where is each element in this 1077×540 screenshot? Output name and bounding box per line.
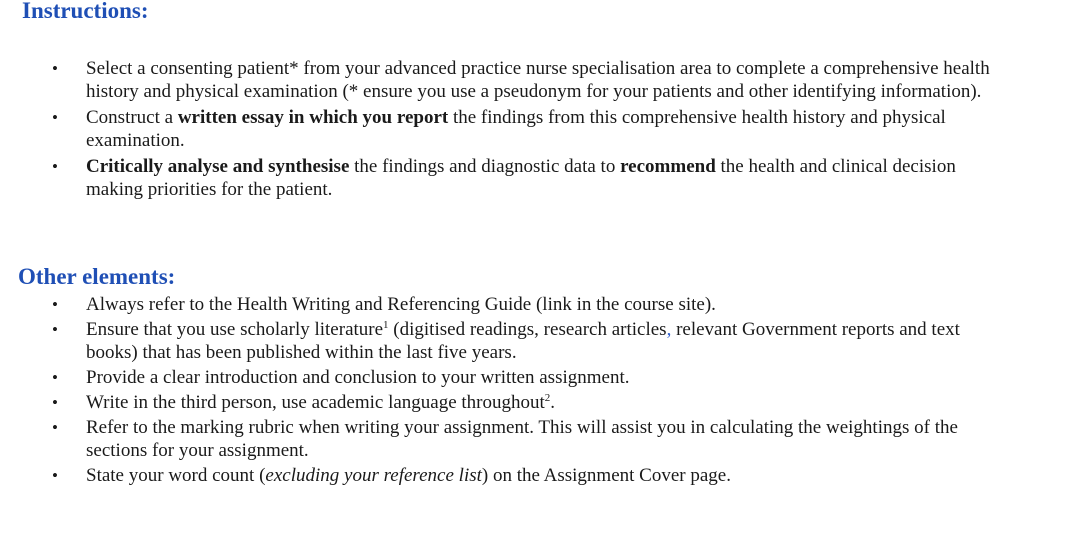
list-item-bold-text: Critically analyse and synthesise xyxy=(86,156,350,177)
bullet-icon: • xyxy=(52,295,58,314)
list-item-text: (digitised readings, research articles xyxy=(388,319,667,340)
list-item-text: Select a consenting patient* from your advanced practice nurse specialisation area to complete a comprehensive health history and physical examination (* ensure you use a pseudonym for your patients and other identifying information). xyxy=(86,58,990,102)
bullet-icon: • xyxy=(52,393,58,412)
list-item-text: ) on the Assignment Cover page. xyxy=(481,465,731,486)
bullet-icon: • xyxy=(52,108,58,127)
bullet-icon: • xyxy=(52,157,58,176)
instructions-heading: Instructions: xyxy=(22,0,149,23)
list-item xyxy=(52,391,1012,414)
list-item-bold-text: written essay in which you report xyxy=(177,107,449,128)
bullet-icon: • xyxy=(52,368,58,387)
other-elements-heading: Other elements: xyxy=(18,264,176,289)
list-item xyxy=(52,416,1012,462)
list-item-italic-text: excluding your reference list xyxy=(265,465,482,486)
list-item-bold-text: recommend xyxy=(620,156,716,177)
list-item-text: Always refer to the Health Writing and Referencing Guide (link in the course site). xyxy=(86,294,716,315)
bullet-icon: • xyxy=(52,320,58,339)
footnote-marker: 2 xyxy=(544,392,551,404)
bullet-icon: • xyxy=(52,466,58,485)
list-item xyxy=(52,318,1012,364)
list-item-text: relevant Government reports and text books) that has been published within the last five years. xyxy=(86,319,960,363)
list-item-text: the findings and diagnostic data to xyxy=(349,156,621,177)
bullet-icon: • xyxy=(52,418,58,437)
instructions-list xyxy=(52,57,1012,204)
list-item-text: the health and clinical decision making priorities for the patient. xyxy=(86,156,956,200)
list-item-text: . xyxy=(550,392,556,413)
list-item xyxy=(52,57,1012,103)
bullet-icon: • xyxy=(52,59,58,78)
other-elements-list xyxy=(52,293,1012,489)
list-item-text: Refer to the marking rubric when writing your assignment. This will assist you in calculating the weightings of the sections for your assignment. xyxy=(86,417,958,461)
footnote-marker: 1 xyxy=(383,319,389,331)
list-item-text: Construct a xyxy=(86,107,178,128)
list-item xyxy=(52,155,1012,201)
list-item xyxy=(52,293,1012,316)
list-item-text: Provide a clear introduction and conclusion to your written assignment. xyxy=(86,367,630,388)
list-item xyxy=(52,464,1012,487)
list-item xyxy=(52,106,1012,152)
list-item-text: State your word count ( xyxy=(86,465,266,486)
list-item-text: Write in the third person, use academic language throughout xyxy=(86,392,545,413)
list-item xyxy=(52,366,1012,389)
list-item-text: , xyxy=(666,319,672,340)
list-item-text: the findings from this comprehensive health history and physical examination. xyxy=(86,107,946,151)
list-item-text: Ensure that you use scholarly literature xyxy=(86,319,384,340)
